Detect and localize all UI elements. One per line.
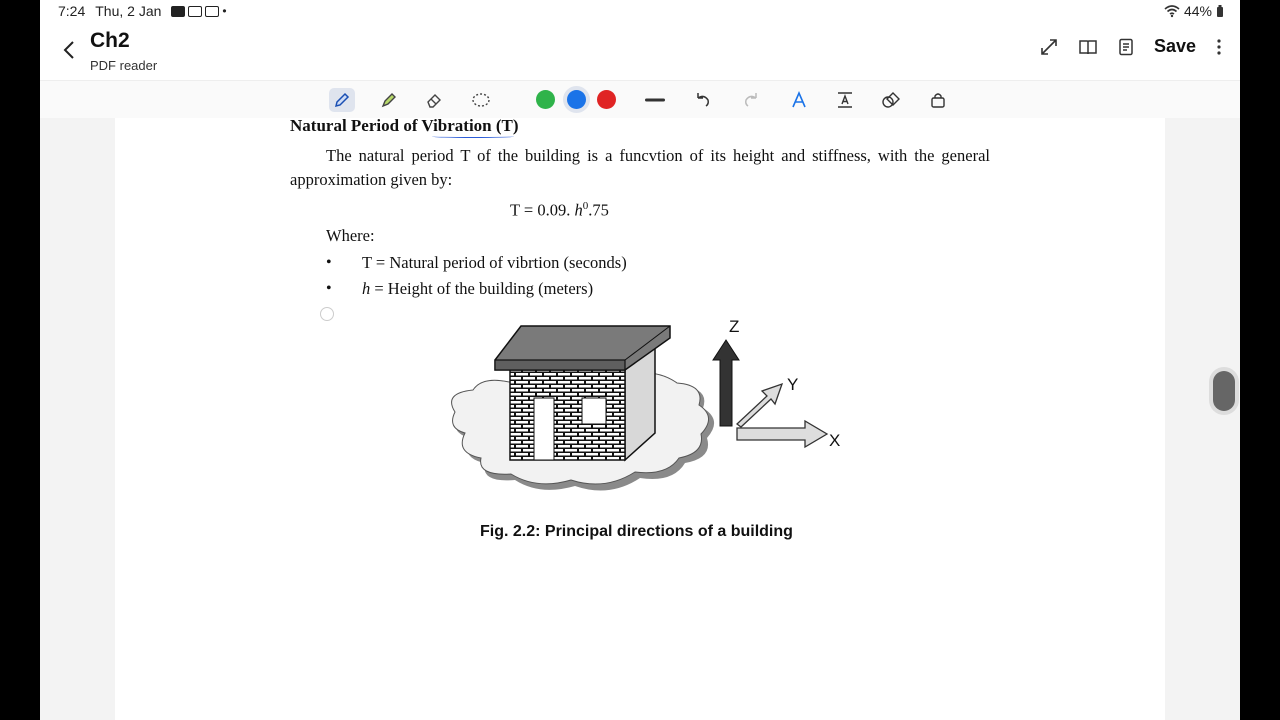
axis-label-y: Y — [787, 375, 799, 394]
expand-icon[interactable] — [1040, 38, 1058, 56]
list-item-var: h — [362, 279, 371, 298]
list-item-text: = Natural period of vibrtion (seconds) — [371, 253, 627, 272]
section-heading: Natural Period of Vibration (T) — [290, 116, 519, 135]
figure-caption: Fig. 2.2: Principal directions of a building — [480, 523, 793, 540]
text-style-icon — [790, 91, 808, 109]
status-time: 7:24 — [58, 3, 86, 19]
definition-list — [326, 250, 627, 302]
shapes-icon — [881, 91, 901, 109]
house-drawing — [495, 326, 670, 460]
list-item — [326, 276, 627, 302]
wifi-icon — [1164, 5, 1180, 17]
stroke-width-button[interactable] — [642, 88, 668, 112]
list-item — [326, 250, 627, 276]
mail-notification-icon-2 — [205, 6, 219, 17]
formula-prefix: T = 0.09. — [510, 200, 571, 220]
undo-icon — [694, 91, 712, 109]
eraser-tool-button[interactable] — [421, 88, 447, 112]
document-outline-icon[interactable] — [1118, 38, 1134, 56]
color-blue-button[interactable] — [567, 90, 586, 109]
more-notifications-dot: • — [222, 4, 227, 18]
pdf-viewport[interactable] — [40, 118, 1240, 720]
annotation-toolbar — [40, 80, 1240, 118]
eraser-icon — [425, 91, 443, 109]
axis-label-z: Z — [729, 317, 740, 336]
formula-variable: h — [574, 200, 583, 220]
axis-arrows — [713, 340, 827, 447]
pdf-page — [115, 118, 1165, 720]
where-label: Where: — [326, 226, 375, 245]
redo-icon — [742, 91, 760, 109]
formula-suffix: .75 — [588, 200, 609, 220]
pen-icon — [333, 91, 351, 109]
formula-exponent: 0 — [582, 200, 589, 212]
screen — [40, 0, 1240, 720]
text-box-button[interactable] — [832, 88, 858, 112]
building-directions-figure — [445, 308, 841, 518]
list-item-text: = Height of the building (meters) — [370, 279, 594, 298]
notification-icons — [171, 4, 226, 18]
empty-circle-marker — [320, 307, 334, 321]
back-arrow-icon[interactable] — [58, 38, 82, 62]
undo-button[interactable] — [690, 88, 716, 112]
axis-label-x: X — [829, 431, 841, 450]
pen-tool-button[interactable] — [329, 88, 355, 112]
stroke-width-icon — [643, 91, 667, 109]
status-bar — [40, 0, 1240, 22]
app-bar — [40, 22, 1240, 80]
battery-icon — [1216, 5, 1224, 17]
lock-tool-button[interactable] — [925, 88, 951, 112]
lasso-icon — [471, 91, 491, 109]
scrollbar-thumb[interactable] — [1213, 371, 1235, 411]
color-red-button[interactable] — [597, 90, 616, 109]
lasso-tool-button[interactable] — [468, 88, 494, 112]
lock-icon — [929, 91, 947, 109]
shapes-button[interactable] — [878, 88, 904, 112]
body-paragraph: The natural period T of the building is a funcvtion of its height and stiffness, with the general approximation given by: — [290, 146, 990, 189]
document-subtitle: PDF reader — [90, 58, 158, 73]
text-box-icon — [836, 91, 854, 109]
mail-notification-icon — [188, 6, 202, 17]
redo-button[interactable] — [738, 88, 764, 112]
highlighter-icon — [380, 91, 398, 109]
document-title: Ch2 — [90, 29, 130, 52]
save-button[interactable]: Save — [1153, 36, 1196, 56]
more-options-icon[interactable] — [1216, 38, 1222, 56]
period-formula — [510, 200, 609, 221]
text-style-button[interactable] — [786, 88, 812, 112]
highlighter-tool-button[interactable] — [376, 88, 402, 112]
book-view-icon[interactable] — [1078, 38, 1098, 56]
status-date: Thu, 2 Jan — [95, 3, 162, 19]
pen-annotation-underline — [432, 135, 514, 138]
list-item-var: T — [362, 253, 372, 272]
color-green-button[interactable] — [536, 90, 555, 109]
battery-percent: 44% — [1183, 3, 1212, 19]
photo-notification-icon — [171, 6, 185, 17]
